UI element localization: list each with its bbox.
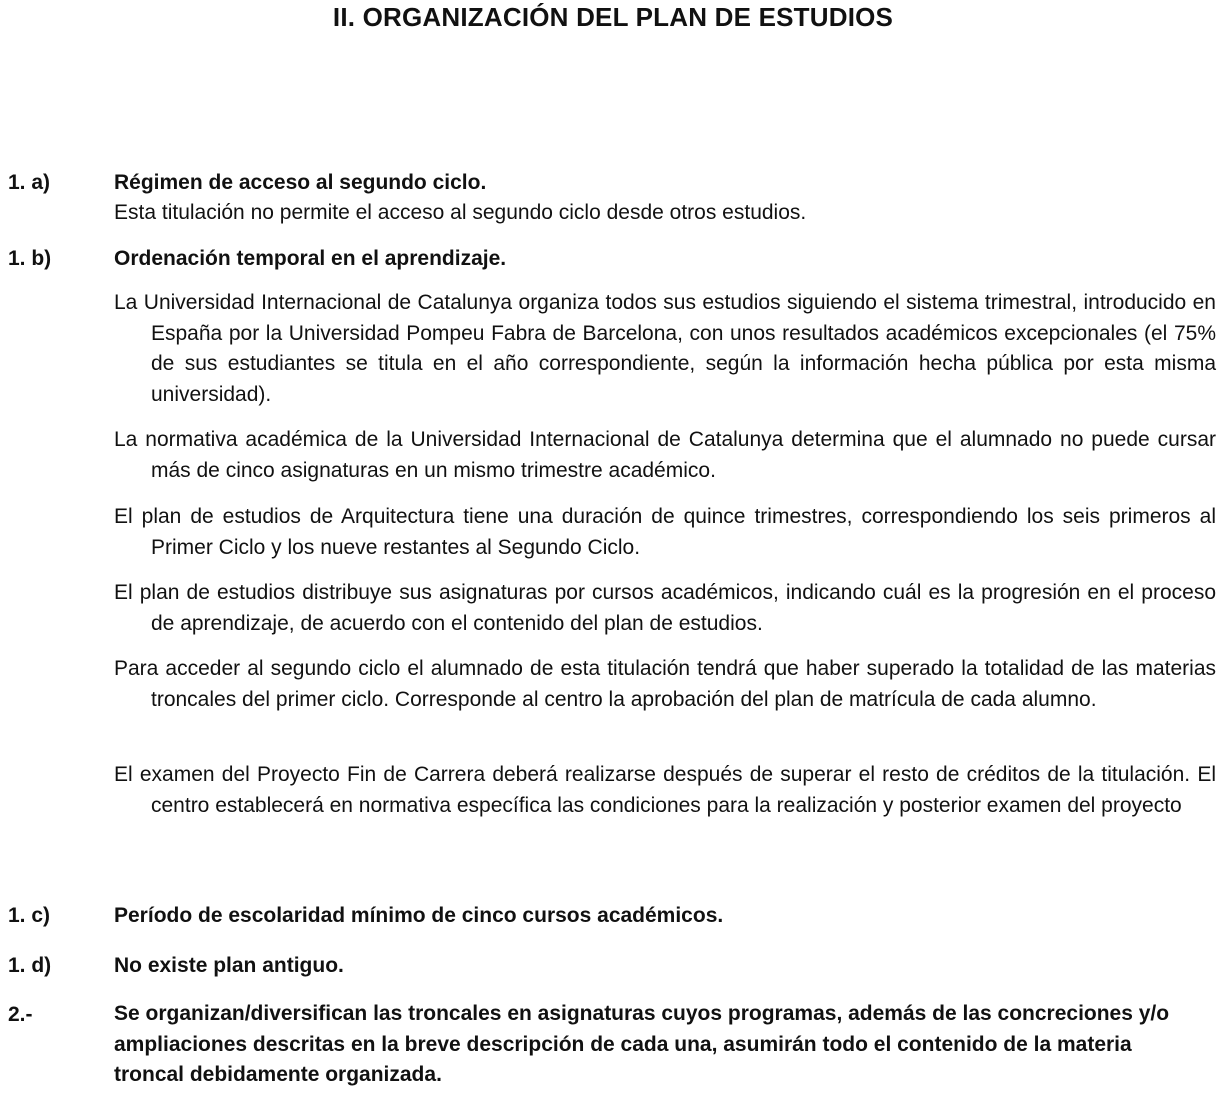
section-heading-1b: Ordenación temporal en el aprendizaje.	[114, 247, 507, 270]
section-heading-1a: Régimen de acceso al segundo ciclo.	[114, 171, 487, 194]
section-number-1d: 1. d)	[8, 954, 52, 977]
section-text-1a: Esta titulación no permite el acceso al segundo ciclo desde otros estudios.	[114, 201, 807, 224]
section-heading-1c: Período de escolaridad mínimo de cinco cursos académicos.	[114, 904, 724, 927]
section-number-1a: 1. a)	[8, 171, 51, 194]
section-number-1c: 1. c)	[8, 904, 51, 927]
section-heading-1d: No existe plan antiguo.	[114, 954, 344, 977]
paragraph-1b-1: La Universidad Internacional de Catalunya organiza todos sus estudios siguiendo el sistema trimestral, introducido en España por la Universidad Pompeu Fabra de Barcelona, con unos resultados académicos excepcionales (el 75% de sus estudiantes se titula en el año correspondiente, según la información hecha pública por esta misma universidad).	[114, 291, 1216, 406]
paragraph-1b-4: El plan de estudios distribuye sus asignaturas por cursos académicos, indicando cuál es la progresión en el proceso de aprendizaje, de acuerdo con el contenido del plan de estudios.	[114, 581, 1216, 635]
page-title: II. ORGANIZACIÓN DEL PLAN DE ESTUDIOS	[332, 2, 894, 32]
paragraph-1b-6: El examen del Proyecto Fin de Carrera deberá realizarse después de superar el resto de créditos de la titulación. El centro establecerá en normativa específica las condiciones para la realización y posterior examen del proyecto	[114, 763, 1216, 817]
paragraph-1b-5: Para acceder al segundo ciclo el alumnado de esta titulación tendrá que haber superado la totalidad de las materias troncales del primer ciclo. Corresponde al centro la aprobación del plan de matrícula de cada alumno.	[114, 657, 1216, 711]
paragraph-1b-3: El plan de estudios de Arquitectura tiene una duración de quince trimestres, correspondiendo los seis primeros al Primer Ciclo y los nueve restantes al Segundo Ciclo.	[114, 505, 1216, 559]
paragraph-1b-2: La normativa académica de la Universidad Internacional de Catalunya determina que el alumnado no puede cursar más de cinco asignaturas en un mismo trimestre académico.	[114, 428, 1216, 482]
section-number-1b: 1. b)	[8, 247, 52, 270]
section-number-2: 2.-	[8, 1003, 33, 1026]
section-heading-2: Se organizan/diversifican las troncales en asignaturas cuyos programas, además de las concreciones y/o ampliaciones descritas en la breve descripción de cada una, asumirán todo el contenido de la materia troncal debidamente organizada.	[114, 1002, 1170, 1086]
